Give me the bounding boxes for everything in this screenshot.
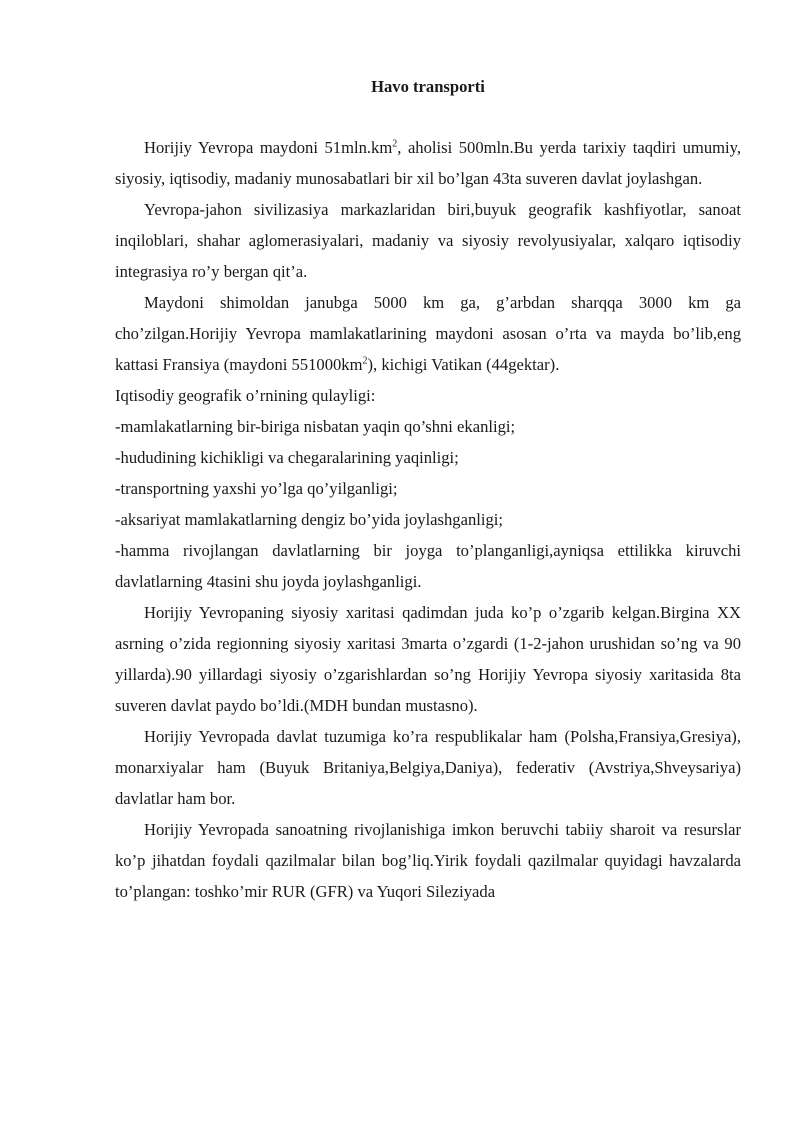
page-title: Havo transporti — [371, 77, 485, 96]
paragraph-resources: Horijiy Yevropada sanoatning rivojlanishiga imkon beruvchi tabiiy sharoit va resurslar ko’p jihatdan foydali qazilmalar bilan bog’liq.Yirik foydali qazilmalar quyidagi havzalarda to’plangan: toshko’mir RUR (GFR) va Yuqori Sileziyada — [115, 820, 741, 901]
paragraph-political-map: Horijiy Yevropaning siyosiy xaritasi qadimdan juda ko’p o’zgarib kelgan.Birgina XX asrning o’zida regionning siyosiy xaritasi 3marta o’zgardi (1-2-jahon urushidan so’ng va 90 yillarda).90 yillardagi siyosiy o’zgarishlardan so’ng Horijiy Yevropa siyosiy xaritasida 8ta suveren davlat paydo bo’ldi.(MDH bundan mustasno). — [115, 603, 741, 715]
list-item: -transportning yaxshi yo’lga qo’yilganligi; — [115, 479, 398, 498]
paragraph-text: Maydoni shimoldan janubga 5000 km ga, g’arbdan sharqqa 3000 km ga cho’zilgan.Horijiy Yevropa mamlakatlarining maydoni asosan o’rta va mayda bo’lib,eng kattasi Fransiya (maydoni 551000km — [115, 293, 741, 374]
list-item: -hamma rivojlangan davlatlarning bir joyga to’planganligi,ayniqsa ettilikka kiruvchi davlatlarning 4tasini shu joyda joylashganligi. — [115, 541, 741, 591]
list-item: -mamlakatlarning bir-biriga nisbatan yaqin qo’shni ekanligi; — [115, 417, 516, 436]
paragraph-text: , aholisi 500mln.Bu yerda tarixiy taqdiri umumiy, siyosiy, iqtisodiy, madaniy munosabatlari bir xil bo’lgan 43ta suveren davlat joylashgan. — [115, 138, 741, 188]
list-item: -hududining kichikligi va chegaralarining yaqinligi; — [115, 448, 459, 467]
paragraph-text: ), kichigi Vatikan (44gektar). — [367, 355, 560, 374]
document-page — [115, 70, 741, 907]
paragraph-text: Horijiy Yevropa maydoni 51mln.km — [144, 138, 393, 157]
paragraph-civilization: Yevropa-jahon sivilizasiya markazlaridan biri,buyuk geografik kashfiyotlar, sanoat inqiloblari, shahar aglomerasiyalari, madaniy va siyosiy revolyusiyalar, xalqaro iqtisodiy integrasiya ro’y bergan qit’a. — [115, 200, 741, 281]
superscript: 2 — [392, 138, 398, 150]
list-item: -aksariyat mamlakatlarning dengiz bo’yida joylashganligi; — [115, 510, 503, 529]
paragraph-area-population — [115, 132, 741, 194]
superscript: 2 — [362, 355, 368, 367]
paragraph-extent — [115, 287, 741, 380]
paragraph-government: Horijiy Yevropada davlat tuzumiga ko’ra respublikalar ham (Polsha,Fransiya,Gresiya), monarxiyalar ham (Buyuk Britaniya,Belgiya,Daniya), federativ (Avstriya,Shveysariya) davlatlar ham bor. — [115, 727, 741, 808]
list-heading: Iqtisodiy geografik o’rnining qulayligi: — [115, 386, 376, 405]
